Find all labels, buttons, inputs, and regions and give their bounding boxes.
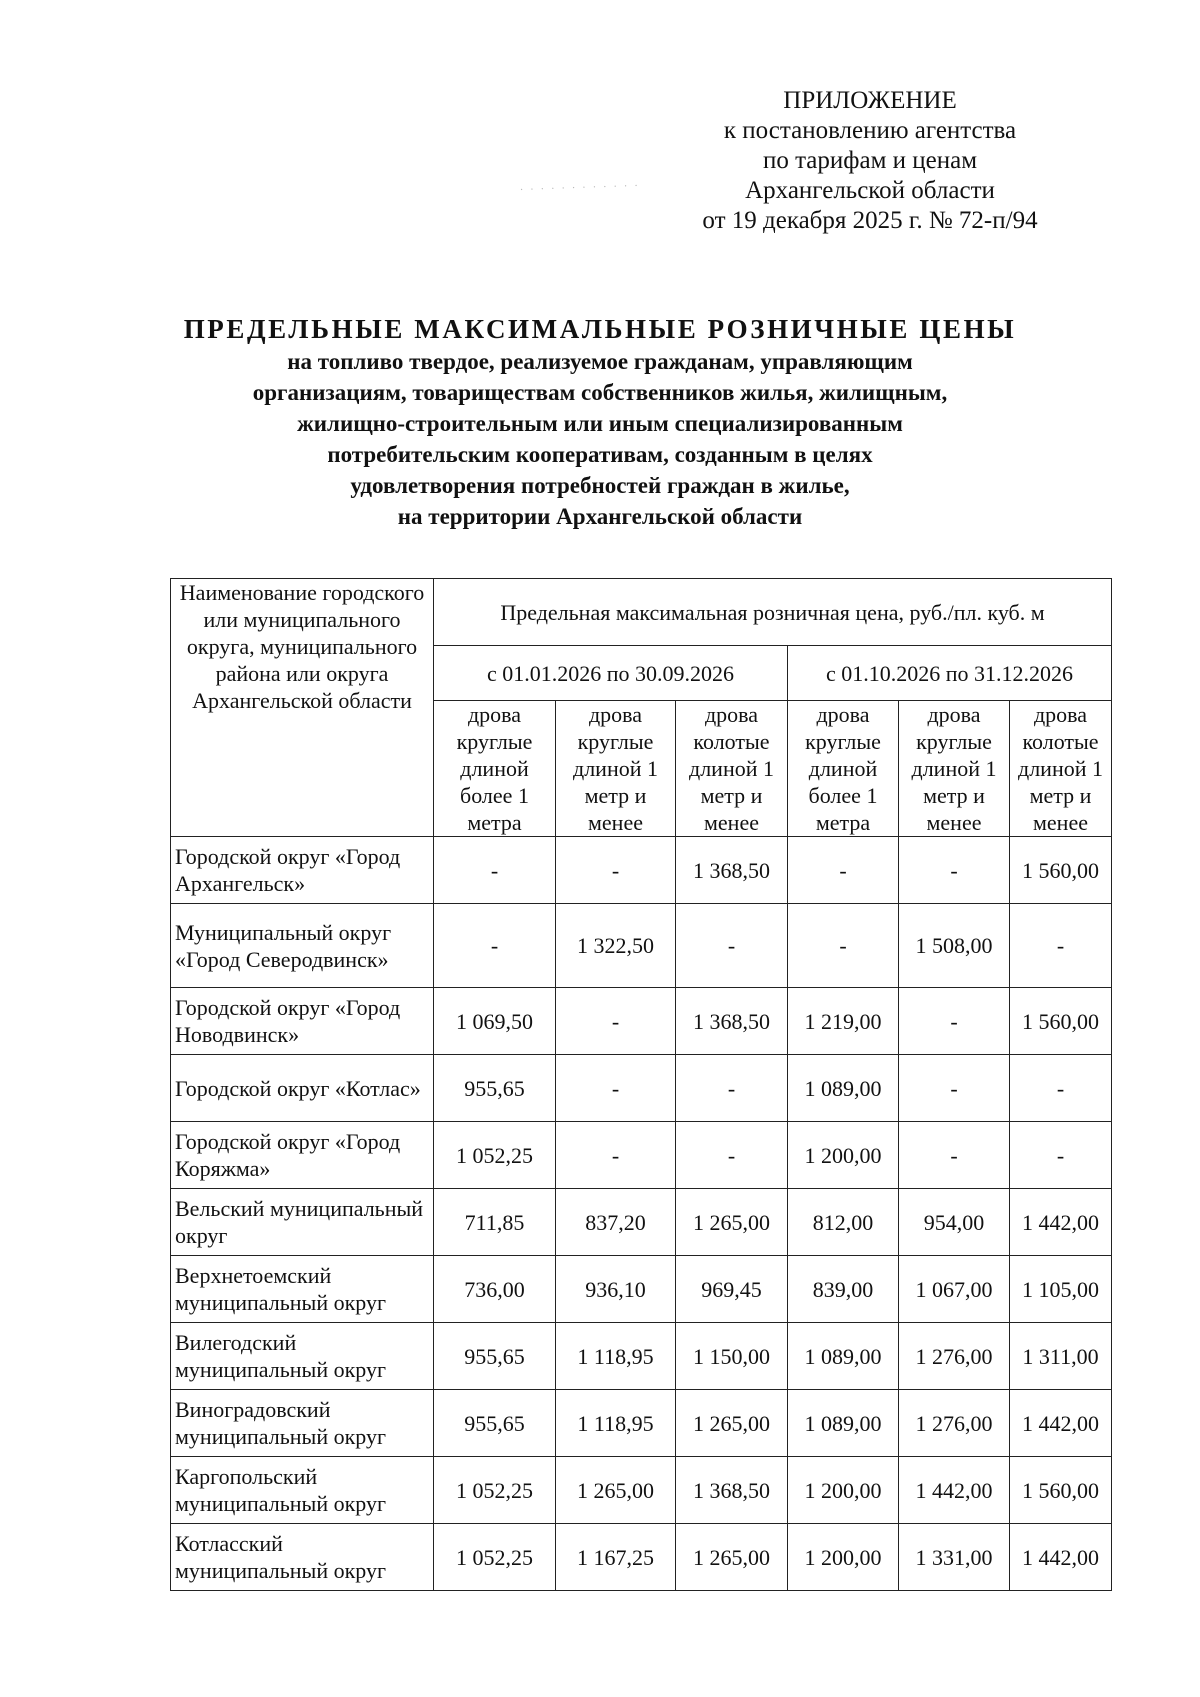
price-cell: 1 067,00 bbox=[899, 1256, 1010, 1323]
price-cell: - bbox=[556, 988, 676, 1055]
price-cell: 1 276,00 bbox=[899, 1323, 1010, 1390]
price-cell: 839,00 bbox=[788, 1256, 899, 1323]
territory-name: Городской округ «Город Архангельск» bbox=[171, 837, 434, 904]
price-table bbox=[170, 578, 1112, 1591]
price-cell: 1 200,00 bbox=[788, 1122, 899, 1189]
territory-name: Городской округ «Город Коряжма» bbox=[171, 1122, 434, 1189]
price-cell: - bbox=[899, 1055, 1010, 1122]
title-line: жилищно-строительным или иным специализированным bbox=[297, 411, 903, 436]
price-cell: - bbox=[434, 904, 556, 988]
price-cell: 1 118,95 bbox=[556, 1323, 676, 1390]
price-cell: 1 368,50 bbox=[676, 988, 788, 1055]
table-body bbox=[171, 837, 1112, 1591]
period-header: с 01.01.2026 по 30.09.2026 bbox=[434, 646, 788, 701]
price-cell: - bbox=[1010, 904, 1112, 988]
price-cell: - bbox=[556, 1055, 676, 1122]
price-cell: - bbox=[899, 1122, 1010, 1189]
price-cell: 1 368,50 bbox=[676, 1457, 788, 1524]
faint-stamp-mark: · · · · · · · · · · · · bbox=[519, 179, 641, 197]
price-cell: 955,65 bbox=[434, 1390, 556, 1457]
price-cell: 1 089,00 bbox=[788, 1390, 899, 1457]
price-cell: 1 442,00 bbox=[1010, 1390, 1112, 1457]
price-cell: 969,45 bbox=[676, 1256, 788, 1323]
price-cell: 812,00 bbox=[788, 1189, 899, 1256]
price-cell: 1 560,00 bbox=[1010, 1457, 1112, 1524]
price-cell: 1 560,00 bbox=[1010, 837, 1112, 904]
price-cell: 1 069,50 bbox=[434, 988, 556, 1055]
title-line: потребительским кооперативам, созданным в целях bbox=[327, 442, 873, 467]
price-cell: - bbox=[788, 837, 899, 904]
price-cell: 1 219,00 bbox=[788, 988, 899, 1055]
price-cell: - bbox=[556, 1122, 676, 1189]
price-cell: 1 265,00 bbox=[676, 1390, 788, 1457]
price-cell: - bbox=[899, 837, 1010, 904]
territory-name: Вилегодский муниципальный округ bbox=[171, 1323, 434, 1390]
table-row bbox=[171, 1122, 1112, 1189]
name-column-header: Наименование городского или муниципального округа, муниципального района или округа Архангельской области bbox=[171, 579, 434, 837]
price-cell: 1 265,00 bbox=[556, 1457, 676, 1524]
territory-name: Каргопольский муниципальный округ bbox=[171, 1457, 434, 1524]
appendix-line: Архангельской области bbox=[745, 177, 995, 204]
price-cell: 1 368,50 bbox=[676, 837, 788, 904]
price-cell: - bbox=[899, 988, 1010, 1055]
title-line: организациям, товариществам собственников жилья, жилищным, bbox=[252, 380, 948, 405]
title-line: удовлетворения потребностей граждан в жилье, bbox=[350, 473, 850, 498]
price-cell: - bbox=[676, 1055, 788, 1122]
territory-name: Виноградовский муниципальный округ bbox=[171, 1390, 434, 1457]
price-cell: 1 442,00 bbox=[1010, 1189, 1112, 1256]
table-row bbox=[171, 1256, 1112, 1323]
price-cell: 1 508,00 bbox=[899, 904, 1010, 988]
fuel-type-header: дрова круглые длиной более 1 метра bbox=[788, 701, 899, 837]
fuel-type-header: дрова колотые длиной 1 метр и менее bbox=[1010, 701, 1112, 837]
table-row bbox=[171, 1524, 1112, 1591]
fuel-type-header: дрова круглые длиной более 1 метра bbox=[434, 701, 556, 837]
price-cell: 1 118,95 bbox=[556, 1390, 676, 1457]
territory-name: Городской округ «Котлас» bbox=[171, 1055, 434, 1122]
territory-name: Вельский муниципальный округ bbox=[171, 1189, 434, 1256]
price-cell: 954,00 bbox=[899, 1189, 1010, 1256]
price-cell: 1 442,00 bbox=[1010, 1524, 1112, 1591]
document-title bbox=[150, 312, 1050, 532]
price-cell: - bbox=[788, 904, 899, 988]
price-cell: - bbox=[676, 1122, 788, 1189]
price-cell: 1 276,00 bbox=[899, 1390, 1010, 1457]
appendix-header bbox=[660, 86, 1080, 236]
price-cell: 1 200,00 bbox=[788, 1524, 899, 1591]
price-cell: 1 331,00 bbox=[899, 1524, 1010, 1591]
table-row bbox=[171, 1189, 1112, 1256]
price-cell: 1 089,00 bbox=[788, 1055, 899, 1122]
price-cell: - bbox=[556, 837, 676, 904]
appendix-line: ПРИЛОЖЕНИЕ bbox=[783, 87, 957, 114]
price-cell: 1 265,00 bbox=[676, 1524, 788, 1591]
price-cell: 1 105,00 bbox=[1010, 1256, 1112, 1323]
price-cell: - bbox=[676, 904, 788, 988]
price-header: Предельная максимальная розничная цена, руб./пл. куб. м bbox=[434, 579, 1112, 646]
price-cell: 1 311,00 bbox=[1010, 1323, 1112, 1390]
fuel-type-header: дрова колотые длиной 1 метр и менее bbox=[676, 701, 788, 837]
price-cell: 837,20 bbox=[556, 1189, 676, 1256]
appendix-line: от 19 декабря 2025 г. № 72-п/94 bbox=[702, 207, 1038, 234]
period-header: с 01.10.2026 по 31.12.2026 bbox=[788, 646, 1112, 701]
price-cell: 1 167,25 bbox=[556, 1524, 676, 1591]
price-cell: 936,10 bbox=[556, 1256, 676, 1323]
price-cell: 1 265,00 bbox=[676, 1189, 788, 1256]
price-cell: 711,85 bbox=[434, 1189, 556, 1256]
table-row bbox=[171, 1390, 1112, 1457]
table-row bbox=[171, 837, 1112, 904]
price-cell: 1 052,25 bbox=[434, 1122, 556, 1189]
price-cell: 1 322,50 bbox=[556, 904, 676, 988]
price-cell: - bbox=[434, 837, 556, 904]
table-row bbox=[171, 1055, 1112, 1122]
territory-name: Верхнетоемский муниципальный округ bbox=[171, 1256, 434, 1323]
price-cell: 736,00 bbox=[434, 1256, 556, 1323]
territory-name: Муниципальный округ «Город Северодвинск» bbox=[171, 904, 434, 988]
price-cell: 955,65 bbox=[434, 1055, 556, 1122]
price-cell: - bbox=[1010, 1122, 1112, 1189]
price-cell: 1 052,25 bbox=[434, 1524, 556, 1591]
table-row bbox=[171, 1323, 1112, 1390]
price-cell: 1 089,00 bbox=[788, 1323, 899, 1390]
title-line: на территории Архангельской области bbox=[397, 504, 803, 529]
title-line: на топливо твердое, реализуемое гражданам, управляющим bbox=[287, 349, 913, 374]
price-cell: 955,65 bbox=[434, 1323, 556, 1390]
fuel-type-header: дрова круглые длиной 1 метр и менее bbox=[556, 701, 676, 837]
table-row bbox=[171, 1457, 1112, 1524]
price-cell: 1 150,00 bbox=[676, 1323, 788, 1390]
table-row bbox=[171, 904, 1112, 988]
price-cell: 1 200,00 bbox=[788, 1457, 899, 1524]
appendix-line: по тарифам и ценам bbox=[762, 147, 978, 174]
price-cell: 1 560,00 bbox=[1010, 988, 1112, 1055]
fuel-type-header: дрова круглые длиной 1 метр и менее bbox=[899, 701, 1010, 837]
appendix-line: к постановлению агентства bbox=[723, 117, 1017, 144]
territory-name: Городской округ «Город Новодвинск» bbox=[171, 988, 434, 1055]
title-main: ПРЕДЕЛЬНЫЕ МАКСИМАЛЬНЫЕ РОЗНИЧНЫЕ ЦЕНЫ bbox=[183, 314, 1017, 344]
price-cell: - bbox=[1010, 1055, 1112, 1122]
price-cell: 1 442,00 bbox=[899, 1457, 1010, 1524]
table-row bbox=[171, 988, 1112, 1055]
price-cell: 1 052,25 bbox=[434, 1457, 556, 1524]
territory-name: Котласский муниципальный округ bbox=[171, 1524, 434, 1591]
